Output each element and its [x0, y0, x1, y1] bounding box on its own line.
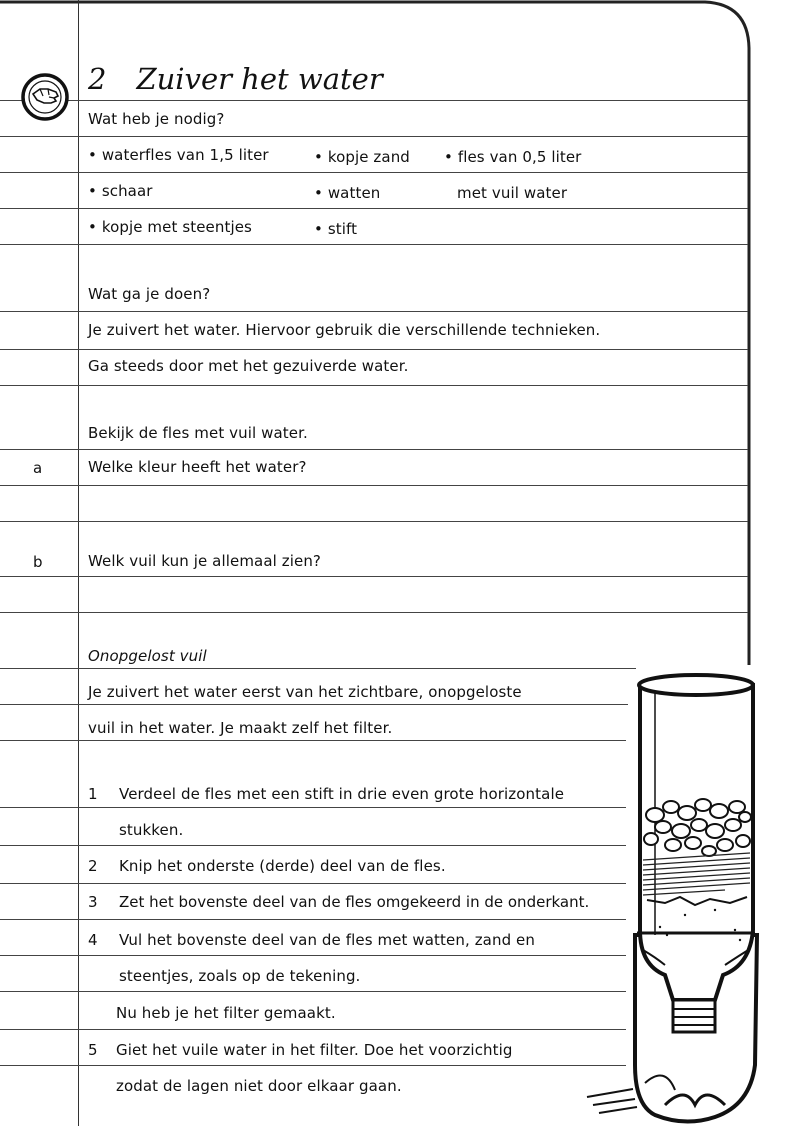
- page-title: [88, 62, 383, 96]
- step-number: 3: [88, 893, 98, 911]
- needs-item: • watten: [314, 184, 381, 202]
- needs-heading: Wat heb je nodig?: [88, 110, 225, 128]
- bottle-filter-illustration: [585, 665, 785, 1130]
- step-text: Vul het bovenste deel van de fles met watten, zand en: [119, 931, 535, 949]
- observe-intro: Bekijk de fles met vuil water.: [88, 424, 308, 442]
- step-text: steentjes, zoals op de tekening.: [119, 967, 361, 985]
- step-number: 5: [88, 1041, 98, 1059]
- plan-line: Je zuivert het water. Hiervoor gebruik die verschillende technieken.: [88, 321, 601, 339]
- needs-item: met vuil water: [457, 184, 568, 202]
- needs-item: • kopje met steentjes: [88, 218, 252, 236]
- step-text: Zet het bovenste deel van de fles omgekeerd in de onderkant.: [119, 893, 590, 911]
- needs-item: • stift: [314, 220, 358, 238]
- answer-line-b[interactable]: [88, 578, 743, 610]
- question-label: b: [33, 553, 43, 571]
- section-title: Zuiver het water: [136, 62, 383, 96]
- step-text: stukken.: [119, 821, 184, 839]
- step-text: Verdeel de fles met een stift in drie even grote horizontale: [119, 785, 565, 803]
- needs-item: • kopje zand: [314, 148, 410, 166]
- step-text: zodat de lagen niet door elkaar gaan.: [116, 1077, 402, 1095]
- needs-item: • fles van 0,5 liter: [444, 148, 582, 166]
- plan-heading: Wat ga je doen?: [88, 285, 211, 303]
- needs-item: • waterfles van 1,5 liter: [88, 146, 269, 164]
- step-number: 1: [88, 785, 98, 803]
- filter-intro-line: Je zuivert het water eerst van het zichtbare, onopgeloste: [88, 683, 522, 701]
- filter-intro-line: vuil in het water. Je maakt zelf het filter.: [88, 719, 393, 737]
- question-text: Welke kleur heeft het water?: [88, 458, 307, 476]
- step-number: 4: [88, 931, 98, 949]
- plan-line: Ga steeds door met het gezuiverde water.: [88, 357, 409, 375]
- question-text: Welk vuil kun je allemaal zien?: [88, 552, 321, 570]
- step-number: 2: [88, 857, 98, 875]
- step-text: Giet het vuile water in het filter. Doe het voorzichtig: [116, 1041, 513, 1059]
- left-margin-line: [78, 0, 79, 1126]
- question-label: a: [33, 459, 43, 477]
- hand-experiment-icon: [20, 72, 70, 122]
- filter-heading: Onopgelost vuil: [88, 647, 207, 665]
- needs-item: • schaar: [88, 182, 153, 200]
- filter-note: Nu heb je het filter gemaakt.: [116, 1004, 336, 1022]
- answer-line-a[interactable]: [88, 487, 743, 519]
- section-number: 2: [88, 62, 107, 96]
- step-text: Knip het onderste (derde) deel van de fles.: [119, 857, 446, 875]
